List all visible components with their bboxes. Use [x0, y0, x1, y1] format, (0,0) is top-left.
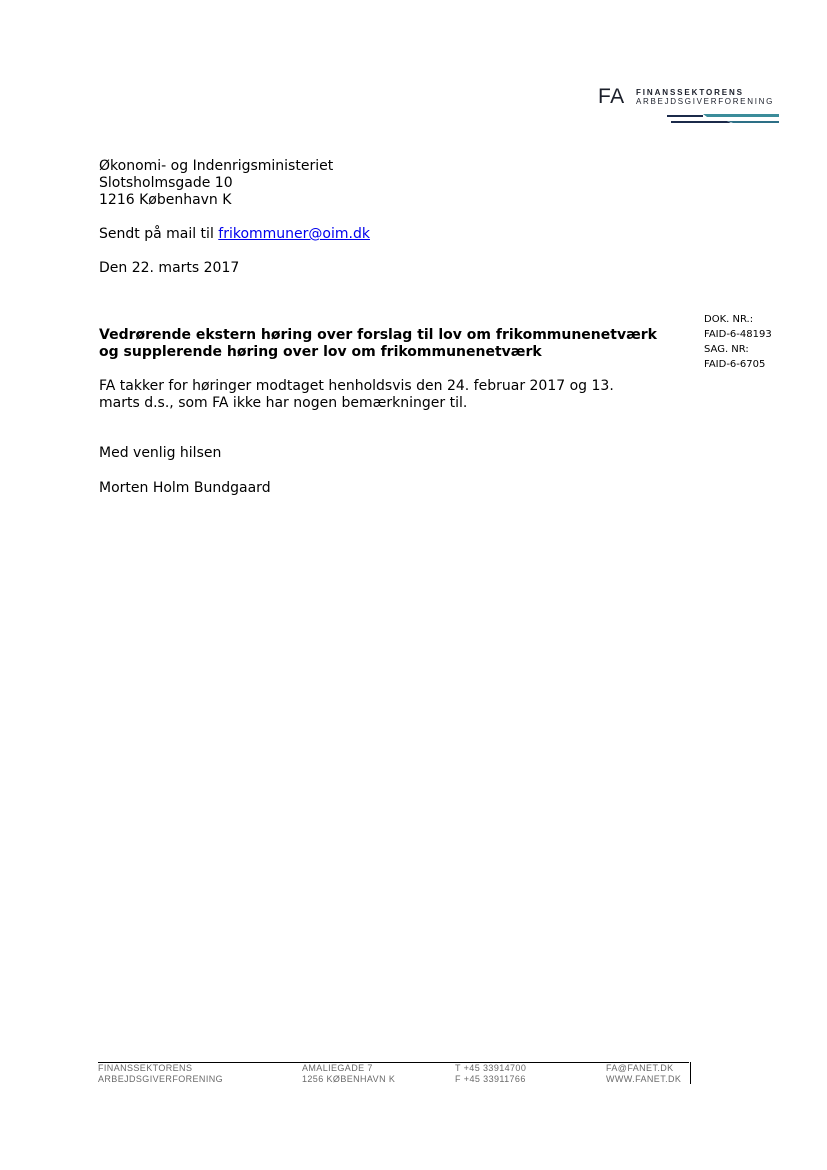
doc-number-value: FAID-6-48193	[704, 329, 772, 340]
closing-greeting: Med venlig hilsen	[99, 445, 222, 461]
recipient-street: Slotsholmsgade 10	[99, 175, 233, 191]
sent-line	[99, 226, 370, 243]
footer-address	[302, 1063, 395, 1085]
sent-prefix: Sendt på mail til	[99, 226, 219, 242]
logo-mark: FA	[598, 85, 625, 108]
email-link[interactable]: frikommuner@oim.dk	[218, 226, 370, 242]
letter-subject	[99, 327, 657, 361]
footer-city: 1256 KØBENHAVN K	[302, 1074, 396, 1084]
body-line2: marts d.s., som FA ikke har nogen bemærkninger til.	[99, 395, 468, 411]
footer-website: WWW.FANET.DK	[606, 1074, 682, 1084]
footer-email: FA@FANET.DK	[606, 1063, 674, 1073]
subject-line1: Vedrørende ekstern høring over forslag til lov om frikommunenetværk	[99, 327, 657, 343]
case-number-value: FAID-6-6705	[704, 359, 766, 370]
subject-line2: og supplerende høring over lov om frikommunenetværk	[99, 344, 542, 360]
logo-text-line2: ARBEJDSGIVERFORENING	[636, 97, 775, 106]
footer-fax: F +45 33911766	[455, 1074, 526, 1084]
letter-date: Den 22. marts 2017	[99, 260, 240, 276]
logo-bars-graphic	[667, 111, 779, 125]
logo-text-line1: FINANSSEKTORENS	[636, 88, 744, 97]
body-paragraph	[99, 378, 614, 412]
footer-org-line1: FINANSSEKTORENS	[98, 1063, 193, 1073]
case-number-label: SAG. NR:	[704, 344, 749, 355]
doc-number-label: DOK. NR.:	[704, 314, 754, 325]
footer-org-line2: ARBEJDSGIVERFORENING	[98, 1074, 224, 1084]
footer-street: AMALIEGADE 7	[302, 1063, 373, 1073]
footer-phone: T +45 33914700	[455, 1063, 527, 1073]
body-line1: FA takker for høringer modtaget henholdsvis den 24. februar 2017 og 13.	[99, 378, 614, 394]
recipient-address	[99, 158, 333, 209]
signature-name: Morten Holm Bundgaard	[99, 480, 271, 496]
footer-end-mark	[690, 1062, 691, 1084]
footer-organization	[98, 1063, 223, 1085]
recipient-name: Økonomi- og Indenrigsministeriet	[99, 158, 334, 174]
document-meta	[704, 312, 772, 372]
recipient-city: 1216 København K	[99, 192, 232, 208]
footer-phone-fax	[455, 1063, 526, 1085]
footer-contact	[606, 1063, 681, 1085]
